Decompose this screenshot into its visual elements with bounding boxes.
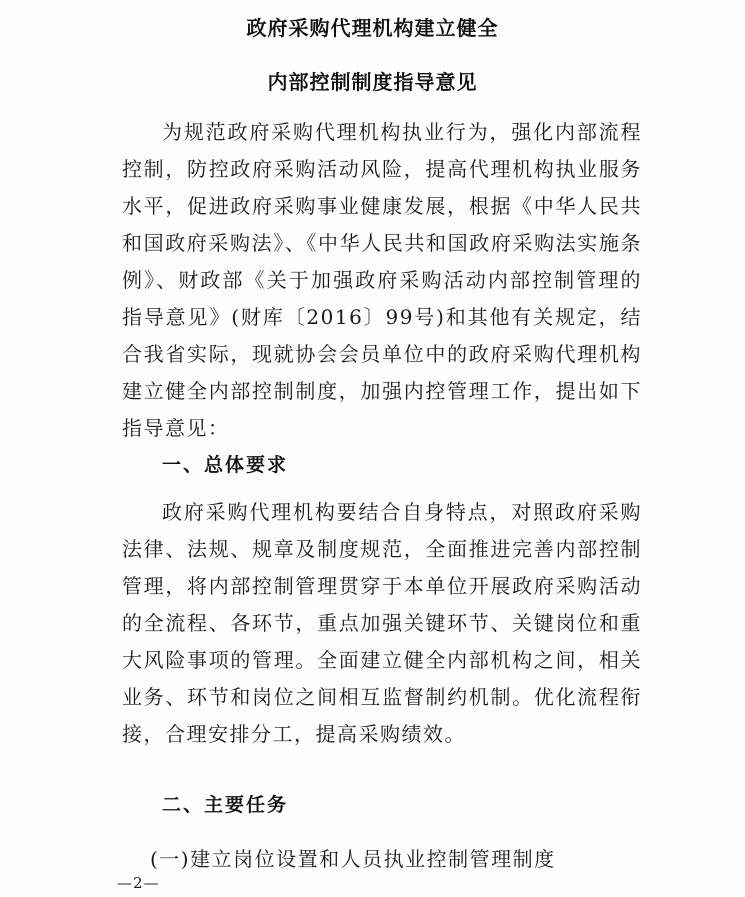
document-title-line-1: 政府采购代理机构建立健全 bbox=[246, 16, 499, 40]
page-number: —2— bbox=[117, 874, 160, 892]
document-title-line-2: 内部控制制度指导意见 bbox=[267, 70, 478, 94]
intro-paragraph: 为规范政府采购代理机构执业行为，强化内部流程控制，防控政府采购活动风险，提高代理机构执业服务水平，促进政府采购事业健康发展，根据《中华人民共和国政府采购法》、《中华人民共和国政府采购法实施条例》、财政部《关于加强政府采购活动内部控制管理的指导意见》(财库〔2016〕99号)和其他有关规定，结合我省实际，现就协会会员单位中的政府采购代理机构建立健全内部控制制度，加强内控管理工作，提出如下指导意见： bbox=[122, 120, 642, 440]
subsection-1-heading: (一)建立岗位设置和人员执业控制管理制度 bbox=[150, 847, 556, 871]
section-1-paragraph: 政府采购代理机构要结合自身特点，对照政府采购法律、法规、规章及制度规范，全面推进完善内部控制管理，将内部控制管理贯穿于本单位开展政府采购活动的全流程、各环节，重点加强关键环节、关键岗位和重大风险事项的管理。全面建立健全内部机构之间，相关业务、环节和岗位之间相互监督制约机制。优化流程衔接，合理安排分工，提高采购绩效。 bbox=[122, 500, 642, 746]
section-2-heading: 二、主要任务 bbox=[162, 794, 289, 816]
section-1-heading: 一、总体要求 bbox=[162, 454, 289, 476]
